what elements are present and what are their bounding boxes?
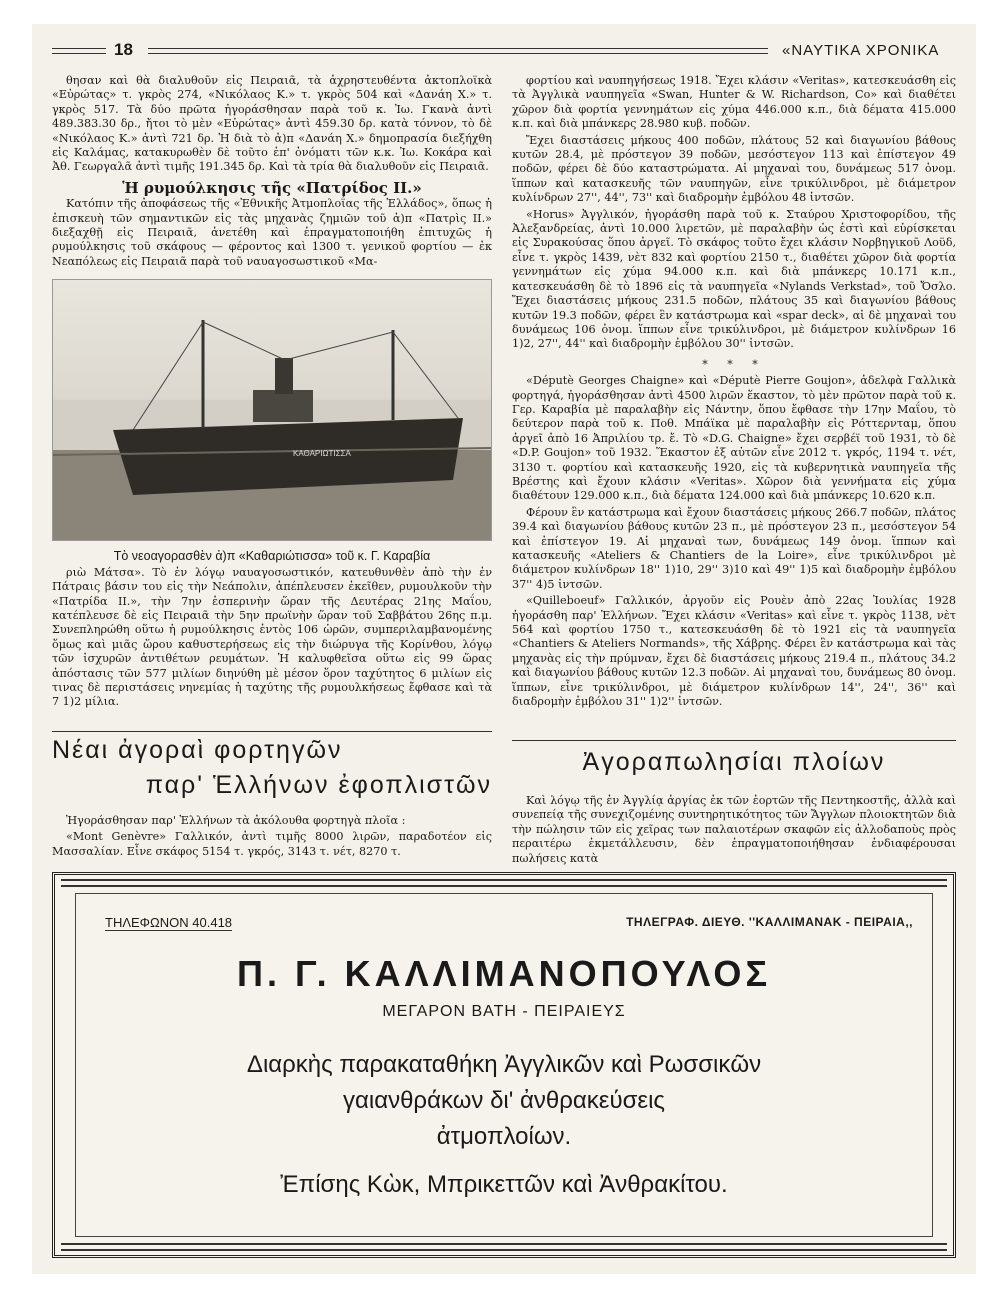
ad-company-name: Π. Γ. ΚΑΛΛΙΜΑΝΟΠΟΥΛΟΣ: [236, 953, 772, 994]
ship-name-label: ΚΑΘΑΡΙΩΤΙΣΣΑ: [293, 449, 351, 459]
ad-telegraph-address: ΤΗΛΕΓΡΑΦ. ΔΙΕΥΘ. ''ΚΑΛΛΙΜΑΝΑΚ - ΠΕΙΡΑΙΑ,,: [626, 915, 913, 929]
section-separator: * * *: [702, 357, 766, 371]
page-number: 18: [114, 40, 133, 59]
photo-caption: Τὸ νεοαγορασθὲν ἀ)π «Καθαριώτισσα» τοῦ κ. Γ. Καραβία: [113, 549, 431, 564]
ad-address: ΜΕΓΑΡΟΝ ΒΑΤΗ - ΠΕΙΡΑΙΕΥΣ: [382, 1003, 626, 1020]
section-rule: [52, 731, 492, 732]
article-text: φορτίου καὶ ναυπηγήσεως 1918. Ἔχει κλάσιν «Veritas», κατεσκευάσθη εἰς τὰ Ἀγγλικὰ ναυπηγεῖα «Swan, Hunter & W. Richardson, Co» καὶ διαθέτει χῶρον διὰ φορτία γεννημάτων εἰς χύμα 446.000 κ.π., διὰ δέματα 415.000 κ.π. καὶ διὰ μπάνκερς 28.980 κυβ. ποδῶν.: [512, 74, 956, 131]
advertisement: [52, 872, 956, 1258]
article-text: Ἔχει διαστάσεις μήκους 400 ποδῶν, πλάτους 52 καὶ διαγωνίου βάθους κυτῶν 28.4, μὲ πρόστεγον 39 ποδῶν, μεσόστεγον 113 καὶ ἐπίστεγον 49 ποδῶν, φέρει δὲ δύο καταστρώματα. Αἱ μηχαναὶ του, δυνάμεως 517 ὀνομ. ἵππων καὶ κατασκευῆς τῶν ναυπηγῶν, εἶνε τρικύλινδροι, μὲ διάμετρον κυλίνδρων 27'', 44'', 73'' καὶ διαδρομὴν ἐμβόλου 48 ἰντσῶν.: [512, 133, 956, 205]
newspaper-page: [32, 24, 976, 1274]
article-text: ριὼ Μάτσα». Τὸ ἐν λόγῳ ναυαγοσωστικόν, κατευθυνθὲν ἀπὸ τὴν ἐν Πάτραις βάσιν του εἰς τὴν Νεάπολιν, ἀπέπλευσεν ἐκεῖθεν, ρυμουλκοῦν τὴν «Πατρίδα ΙΙ.», τὴν 7ην ἑσπερινὴν ὥραν τῆς Δευτέρας 21ης Μαΐου, κατέπλευσε δὲ εἰς Πειραιᾶ τὴν 5ην πρωϊνὴν ὥραν τοῦ Σαββάτου 26ης π.μ. Συνεπληρώθη οὕτω ἡ ρυμούλκησις ἐντὸς 106 ὡρῶν, συμπεριλαμβανομένης ὅμως καὶ μιᾶς ὥρου καθυστερήσεως εἰς τὴν διώρυγα τῆς Κορίνθου, λόγῳ τῶν ἰσχυρῶν ἀντιθέτων ρευμάτων. Ἡ καλυφθεῖσα οὕτω εἰς 99 ὥρας ἀπόστασις τῶν 577 μιλίων διηνύθη μὲ μέσον ὅρον ταχύτητος 6 μιλίων εἰς τινας δὲ περιστάσεις νηνεμίας ἡ ταχύτης τῆς ρυμουλκήσεως ἔφθασε καὶ τὰ 7 1)2 μίλια.: [52, 565, 492, 709]
article-text: «Mont Genèvre» Γαλλικόν, ἀντὶ τιμῆς 8000 λιρῶν, παραδοτέον εἰς Μασσαλίαν. Εἶνε σκάφος 5154 τ. γκρός, 3143 τ. νέτ, 8270 τ.: [52, 830, 492, 858]
ad-border-bottom: [61, 1243, 947, 1251]
header-rule: [148, 48, 768, 54]
section-rule: [512, 740, 956, 741]
headline-new-purchases: [52, 736, 492, 800]
ad-text-line: ἀτμοπλοίων.: [436, 1123, 572, 1150]
right-column-bottom: [512, 794, 956, 868]
article-text: Φέρουν ἓν κατάστρωμα καὶ ἔχουν διαστάσεις μήκους 266.7 ποδῶν, πλάτος 39.4 καὶ διαγωνίου βάθους κυτῶν 23 π., μὲ πρόστεγον 23 π., μεσόστεγον 54 καὶ ἐπίστεγον 19. Αἱ μηχαναὶ των, δυνάμεως 149 ὀνομ. ἵππων καὶ κατασκευῆς «Ateliers & Chantiers de la Loire», εἶνε τρικύλινδροι μὲ διάμετρον κυλίνδρων 18'' 1)10, 29'' 3)10 καὶ 49'' 1)5 καὶ διαδρομὴν ἐμβόλου 37'' 4)5 ἰντσῶν.: [512, 505, 956, 591]
ship-illustration: [53, 280, 492, 541]
ad-border-top: [61, 879, 947, 887]
article-text: Κατόπιν τῆς ἀποφάσεως τῆς «Ἐθνικῆς Ἀτμοπλοΐας τῆς Ἑλλάδος», ὅπως ἡ ἐπισκευὴ τῶν σημαντικῶν εἰς τὰς μηχανὰς ζημιῶν τοῦ ἀ)π «Πατρὶς ΙΙ.» διεξαχθῇ εἰς Πειραιᾶ, ἀνετέθη καὶ ἐπραγματοποιήθη ἐπιτυχῶς ἡ ρυμούλκησις τοῦ σκάφους — φέροντος καὶ 1300 τ. γενικοῦ φορτίου — ἐκ Νεαπόλεως εἰς Πειραιᾶ παρὰ τοῦ ναυαγοσωστικοῦ «Μα-: [52, 197, 492, 268]
ad-text-line: Ἐπίσης Κὼκ, Μπρικεττῶν καὶ Ἀνθρακίτου.: [280, 1171, 728, 1198]
header-rule-left: [52, 48, 106, 54]
ad-text-line: Διαρκὴς παρακαταθήκη Ἀγγλικῶν καὶ Ρωσσικῶν: [246, 1051, 762, 1078]
headline-line-2: παρ' Ἑλλήνων ἐφοπλιστῶν: [145, 771, 492, 799]
ad-phone: ΤΗΛΕΦΩΝΟΝ 40.418: [105, 915, 233, 930]
article-text: «Députè Georges Chaigne» καὶ «Députè Pierre Goujon», ἀδελφὰ Γαλλικὰ φορτηγά, ἠγοράσθησαν ἀντὶ 4500 λιρῶν ἕκαστον, τὸ μὲν πρῶτον παρὰ τοῦ κ. Γερ. Καραβία μὲ παραλαβὴν εἰς Νάντην, ὅπου ἔφθασε τὴν 17ην Μαΐου, τὸ δεύτερον παρὰ τοῦ κ. Ποθ. Μπάϊκα μὲ παραλαβὴν εἰς Ρόττερνταμ, ὅπου ἀργεῖ ἀπὸ 16 Ἀπριλίου τρ. ἔ. Τὸ «D.G. Chaigne» ἔχει σερβέϊ τοῦ 1931, τὸ δὲ «D.P. Goujon» τοῦ 1932. Ἕκαστον ἐξ αὐτῶν εἶνε 2012 τ. γκρός, 1194 τ. νέτ, 3130 τ. φορτίου καὶ κατασκευῆς 1920, εἰς τὰ κυβερνητικὰ ναυπηγεῖα τῆς Βρέστης καὶ ἔχουν κλάσιν «Veritas». Χῶρον διὰ γεννήματα εἰς χύμα διαθέτουν 129.000 κ.π., διὰ δέματα 124.000 καὶ διὰ μπάνκερς 10.620 κ.π.: [512, 374, 956, 503]
page-header: [52, 40, 956, 62]
article-text: Ἠγοράσθησαν παρ' Ἑλλήνων τὰ ἀκόλουθα φορτηγὰ πλοῖα :: [66, 814, 406, 827]
ad-text-line: γαιανθράκων δι' ἀνθρακεύσεις: [343, 1087, 665, 1114]
left-column: [52, 74, 492, 712]
ship-photo: [52, 279, 492, 541]
article-text: Καὶ λόγῳ τῆς ἐν Ἀγγλίᾳ ἀργίας ἐκ τῶν ἑορτῶν τῆς Πεντηκοστῆς, ἀλλὰ καὶ συνεπείᾳ τῆς συνεχιζομένης συντηρητικότητος τῶν Ἄγγλων πλοιοκτητῶν διὰ τὴν πώλησιν τῶν εἰς χεῖρας των παλαιοτέρων σκαφῶν εἰς ἀλλοδαποὺς πρὸς περαιτέρω ἐκμετάλλευσιν, δὲν ἐπραγματοποιήθησαν ἐνδιαφέρουσαι πωλήσεις κατὰ: [512, 794, 956, 865]
right-column: [512, 74, 956, 711]
article-text: «Quilleboeuf» Γαλλικόν, ἀργοῦν εἰς Ρουὲν ἀπὸ 22ας Ἰουλίας 1928 ἠγοράσθη παρ' Ἑλλήνων. Ἔχει κλάσιν «Veritas» καὶ εἶνε τ. γκρὸς 1138, νὲτ 564 καὶ φορτίου 1750 τ., κατεσκευάσθη δὲ τὸ 1921 εἰς τὰ ναυπηγεῖα «Chantiers & Ateliers Normands», τῆς Χάβρης. Φέρει ἓν κατάστρωμα καὶ τὰς μηχανὰς εἰς τὴν πρύμναν, ἔχει δὲ διαστάσεις μήκους 219.4 π., πλάτους 34.2 καὶ διαγωνίου βάθους κυτῶν 12.3 ποδῶν. Αἱ μηχαναὶ του, δυνάμεως 80 ὀνομ. ἵππων, εἶνε τρικύλινδροι, μὲ διάμετρον κυλίνδρων 14'', 24'', 36'' καὶ διαδρομὴν ἐμβόλου 31'' 1)2'' ἰντσῶν.: [512, 594, 956, 709]
article-text: θησαν καὶ θὰ διαλυθοῦν εἰς Πειραιᾶ, τὰ ἀχρηστευθέντα ἀκτοπλοϊκὰ «Εὐρώτας» τ. γκρὸς 274, «Νικόλαος Κ.» τ. γκρὸς 504 καὶ «Δανάη Χ.» τ. γκρὸς 517. Τὰ δύο πρῶτα ἠγοράσθησαν παρὰ τοῦ κ. Ἰω. Γκανὰ ἀντὶ 489.383.30 δρ., ἤτοι τὸ μὲν «Εὐρώτας» ἀντὶ 459.30 δρ. κατὰ τόννον, τὸ δὲ «Νικόλαος Κ.» ἀντὶ 721 δρ. Ἡ διὰ τὸ ἀ)π «Δανάη Χ.» δημοπρασία διεξήχθη εἰς Καλάμας, κατακυρωθὲν δὲ τοῦτο ἐπ' ὀνόματι τῶν κ.κ. Ἰω. Κοκάρα καὶ Ἀθ. Γεωργαλᾶ ἀντὶ τιμῆς 191.345 δρ. Καὶ τὰ τρία θὰ διαλυθοῦν εἰς Πειραιᾶ.: [52, 74, 492, 174]
article-subheading: Ἡ ρυμούλκησις τῆς «Πατρίδος ΙΙ.»: [122, 178, 422, 197]
journal-title: «ΝΑΥΤΙΚΑ ΧΡΟΝΙΚΑ: [782, 42, 940, 59]
headline-line-1: Νέαι ἀγοραὶ φορτηγῶν: [52, 736, 343, 764]
headline-ship-sales: Ἀγοραπωλησίαι πλοίων: [582, 748, 886, 776]
article-text: «Horus» Ἀγγλικόν, ἠγοράσθη παρὰ τοῦ κ. Σταύρου Χριστοφορίδου, τῆς Ἀλεξανδρείας, ἀντὶ 10.000 λιρετῶν, μὲ παραλαβὴν ὡς ἐστὶ καὶ εὑρίσκεται εἰς Συρακούσας ὅπου ἀργεῖ. Τὸ σκάφος τοῦτο ἔχει κλάσιν Νορβηγικοῦ Λοϋδ, εἶνε τ. γκρὸς 1439, νὲτ 832 καὶ φορτίου 2150 τ., διαθέτει χῶρον διὰ φορτία γεννημάτων εἰς χύμα 94.000 κ.π. καὶ διὰ μπάνκερς 10.171 κ.π., κατεσκευάσθη δὲ τὸ 1896 εἰς τὰ ναυπηγεῖα «Nylands Verkstad», τοῦ Ὄσλο. Ἔχει διαστάσεις μήκους 231.5 ποδῶν, πλάτους 35 καὶ διαγωνίου βάθους κυτῶν 19.3 ποδῶν, φέρει ἓν κατάστρωμα καὶ «spar deck», αἱ δὲ μηχαναὶ του δυνάμεως 106 ὀνομ. ἵππων εἶνε τρικύλινδροι, μὲ διάμετρον κυλίνδρων 16 1)2, 27'', 44'' καὶ διαδρομὴν ἐμβόλου 30'' ἰντσῶν.: [512, 207, 956, 351]
left-column-bottom: [52, 814, 492, 861]
